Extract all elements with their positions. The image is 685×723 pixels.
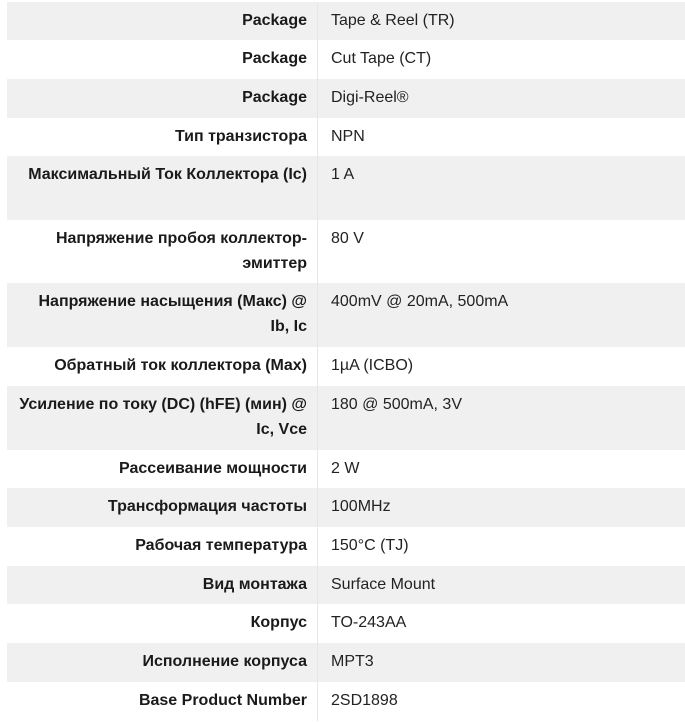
spec-value: 150°C (TJ) bbox=[331, 537, 409, 554]
spec-value: 2SD1898 bbox=[331, 692, 398, 709]
spec-row bbox=[7, 79, 685, 118]
spec-key: Тип транзистора bbox=[7, 118, 318, 156]
spec-value: 1 A bbox=[331, 166, 355, 183]
spec-row bbox=[7, 2, 685, 40]
spec-key: Усиление по току (DC) (hFE) (мин) @ Ic, Vce bbox=[7, 386, 318, 450]
spec-value: 400mV @ 20mA, 500mA bbox=[331, 293, 509, 310]
spec-key: Вид монтажа bbox=[7, 566, 318, 604]
spec-key: Base Product Number bbox=[7, 682, 318, 721]
spec-key: Package bbox=[7, 40, 318, 79]
spec-value: MPT3 bbox=[331, 653, 374, 670]
spec-key: Напряжение насыщения (Макс) @ Ib, Ic bbox=[7, 283, 318, 347]
spec-key: Исполнение корпуса bbox=[7, 643, 318, 682]
spec-key: Рассеивание мощности bbox=[7, 450, 318, 488]
spec-row bbox=[7, 283, 685, 347]
spec-value: 1µA (ICBO) bbox=[331, 357, 414, 374]
spec-row bbox=[7, 604, 685, 643]
spec-row bbox=[7, 40, 685, 79]
spec-value: Surface Mount bbox=[331, 576, 436, 593]
spec-value: Cut Tape (CT) bbox=[331, 50, 432, 67]
spec-row bbox=[7, 527, 685, 566]
spec-row bbox=[7, 450, 685, 488]
spec-row bbox=[7, 488, 685, 527]
spec-value: NPN bbox=[331, 128, 365, 145]
spec-row bbox=[7, 118, 685, 156]
spec-key: Package bbox=[7, 2, 318, 40]
spec-table bbox=[7, 2, 685, 721]
spec-key: Package bbox=[7, 79, 318, 118]
spec-value: Tape & Reel (TR) bbox=[331, 12, 455, 29]
spec-row bbox=[7, 682, 685, 721]
spec-value: TO-243AA bbox=[331, 614, 407, 631]
spec-value: Digi-Reel® bbox=[331, 89, 409, 106]
spec-row bbox=[7, 643, 685, 682]
spec-row bbox=[7, 156, 685, 220]
spec-value: 100MHz bbox=[331, 498, 391, 515]
spec-row bbox=[7, 566, 685, 604]
spec-key: Корпус bbox=[7, 604, 318, 643]
spec-key: Напряжение пробоя коллектор-эмиттер bbox=[7, 220, 318, 283]
spec-value: 80 V bbox=[331, 230, 364, 247]
spec-value: 180 @ 500mA, 3V bbox=[331, 396, 462, 413]
spec-key: Максимальный Ток Коллектора (Ic) bbox=[7, 156, 318, 220]
spec-key: Трансформация частоты bbox=[7, 488, 318, 527]
spec-row bbox=[7, 386, 685, 450]
spec-key: Обратный ток коллектора (Max) bbox=[7, 347, 318, 386]
spec-row bbox=[7, 220, 685, 283]
spec-value: 2 W bbox=[331, 460, 360, 477]
spec-row bbox=[7, 347, 685, 386]
spec-key: Рабочая температура bbox=[7, 527, 318, 566]
